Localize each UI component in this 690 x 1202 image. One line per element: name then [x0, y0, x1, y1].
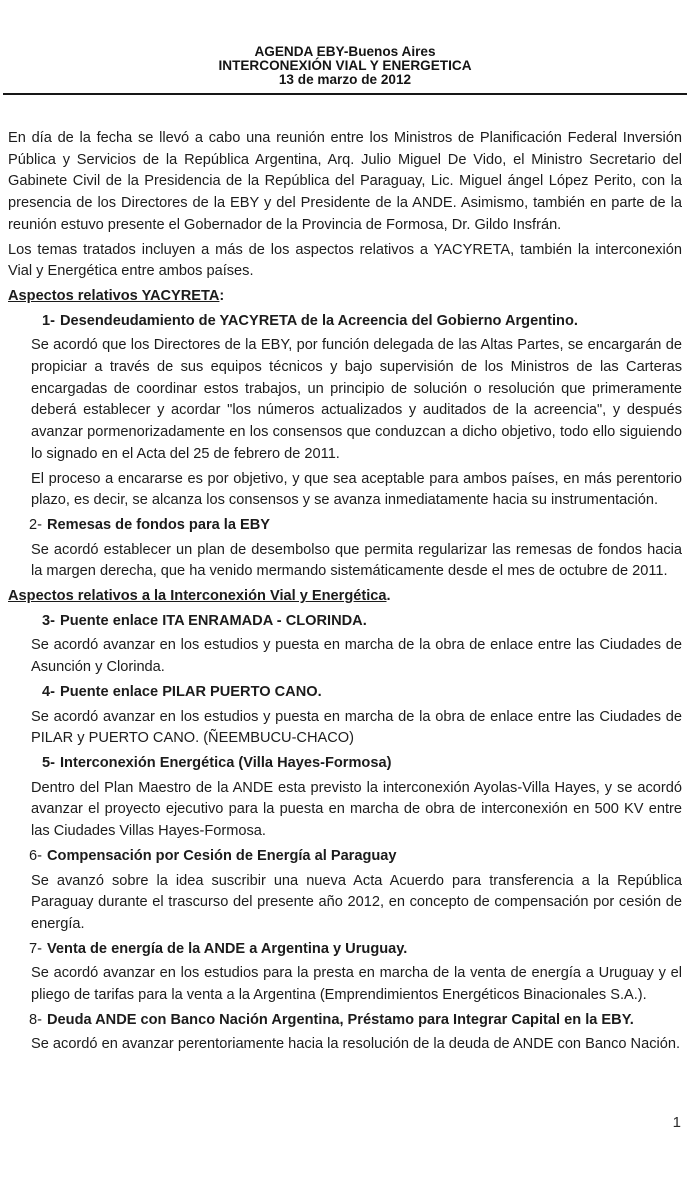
item-7-heading — [8, 939, 682, 961]
item-5-paragraph-1: Dentro del Plan Maestro de la ANDE esta previsto la interconexión Ayolas-Villa Hayes, y se acordó avanzar el proyecto ejecutivo para la puesta en marcha de obra de interconexión en 500 KV entre las Ciudades Villas Hayes-Formosa. — [31, 779, 682, 840]
item-3-heading — [8, 611, 682, 633]
page-number: 1 — [672, 1114, 681, 1131]
intro-paragraph-1: En día de la fecha se llevó a cabo una reunión entre los Ministros de Planificación Federal Inversión Pública y Servicios de la República Argentina, Arq. Julio Miguel De Vido, el Ministro Secretario del Gabinete Civil de la Presidencia de la República del Paraguay, Lic. Miguel ángel López Perito, con la presencia de los Directores de la EBY y del Presidente de la ANDE. Asimismo, también en parte de la reunión estuvo presente el Gobernador de la Provincia de Formosa, Dr. Gildo Insfrán. — [8, 130, 682, 233]
item-6-title: Compensación por Cesión de Energía al Paraguay — [47, 847, 397, 864]
item-6-number: 6- — [29, 847, 42, 864]
item-8-heading — [8, 1010, 682, 1032]
item-7-paragraph-1: Se acordó avanzar en los estudios para la presta en marcha de la venta de energía a Uruguay y el pliego de tarifas para la venta a la Argentina (Emprendimientos Energéticos Binacionales S.A.). — [31, 965, 682, 1004]
item-8-number: 8- — [29, 1011, 42, 1028]
document-header — [0, 0, 690, 87]
item-1-paragraph-1: Se acordó que los Directores de la EBY, por función delegada de las Altas Partes, se encargarán de propiciar a través de sus equipos técnicos y bajo supervisión de los Ministros de las Carteras encargadas de coordinar estos trabajos, un principio de solución o resolución que primeramente deberá establecer y acordar "los números actualizados y auditados de la acreencia", y después avanzar pormenorizadamente en los consensos que conduzcan a dicho objetivo, todo ello siguiendo lo signado en el Acta del 25 de febrero de 2011. — [31, 337, 682, 462]
item-3-paragraph-1: Se acordó avanzar en los estudios y puesta en marcha de la obra de enlace entre las Ciudades de Asunción y Clorinda. — [31, 637, 682, 676]
item-1-number: 1- — [42, 312, 55, 329]
item-4-heading — [8, 682, 682, 704]
section-heading-yacyreta: Aspectos relativos YACYRETA: — [8, 287, 225, 304]
item-2-paragraph-1: Se acordó establecer un plan de desembolso que permita regularizar las remesas de fondos hacia la margen derecha, que ha venido mermando sistemáticamente desde el mes de octubre de 2011. — [31, 541, 682, 580]
item-5-heading — [8, 753, 682, 775]
header-title-line-2: INTERCONEXIÓN VIAL Y ENERGETICA — [218, 58, 472, 73]
item-3-number: 3- — [42, 612, 55, 629]
item-4-number: 4- — [42, 683, 55, 700]
intro-paragraph-2: Los temas tratados incluyen a más de los aspectos relativos a YACYRETA, también la interconexión Vial y Energética entre ambos países. — [8, 241, 682, 280]
item-2-number: 2- — [29, 516, 42, 533]
item-4-title: Puente enlace PILAR PUERTO CANO. — [60, 683, 322, 700]
item-8-paragraph-1: Se acordó en avanzar perentoriamente hacia la resolución de la deuda de ANDE con Banco Nación. — [31, 1036, 681, 1053]
item-1-heading — [8, 311, 682, 333]
item-7-title: Venta de energía de la ANDE a Argentina y Uruguay. — [47, 940, 408, 957]
item-2-heading — [8, 515, 682, 537]
header-title-line-1: AGENDA EBY-Buenos Aires — [254, 44, 436, 59]
item-6-paragraph-1: Se avanzó sobre la idea suscribir una nueva Acta Acuerdo para transferencia a la República Paraguay durante el trascurso del presente año 2012, en concepto de compensación por cesión de energía. — [31, 872, 682, 932]
section-heading-interconexion: Aspectos relativos a la Interconexión Vial y Energética. — [8, 588, 391, 605]
item-6-heading — [8, 846, 682, 868]
item-2-title: Remesas de fondos para la EBY — [47, 516, 271, 533]
item-3-title: Puente enlace ITA ENRAMADA - CLORINDA. — [60, 612, 367, 629]
item-8-title: Deuda ANDE con Banco Nación Argentina, Préstamo para Integrar Capital en la EBY. — [47, 1011, 634, 1028]
document-body — [0, 95, 690, 1056]
item-7-number: 7- — [29, 940, 42, 957]
item-5-number: 5- — [42, 754, 55, 771]
item-1-paragraph-2: El proceso a encararse es por objetivo, y que sea aceptable para ambos países, en más perentorio plazo, es decir, se alcanza los consensos y se avanza inmediatamente hacia su instrumentación. — [31, 470, 682, 509]
item-4-paragraph-1: Se acordó avanzar en los estudios y puesta en marcha de la obra de enlace entre las Ciudades de PILAR y PUERTO CANO. (ÑEEMBUCU-CHACO) — [31, 708, 682, 747]
item-1-title: Desendeudamiento de YACYRETA de la Acreencia del Gobierno Argentino. — [60, 312, 578, 329]
item-5-title: Interconexión Energética (Villa Hayes-Formosa) — [60, 754, 392, 771]
header-date-line: 13 de marzo de 2012 — [278, 72, 412, 87]
